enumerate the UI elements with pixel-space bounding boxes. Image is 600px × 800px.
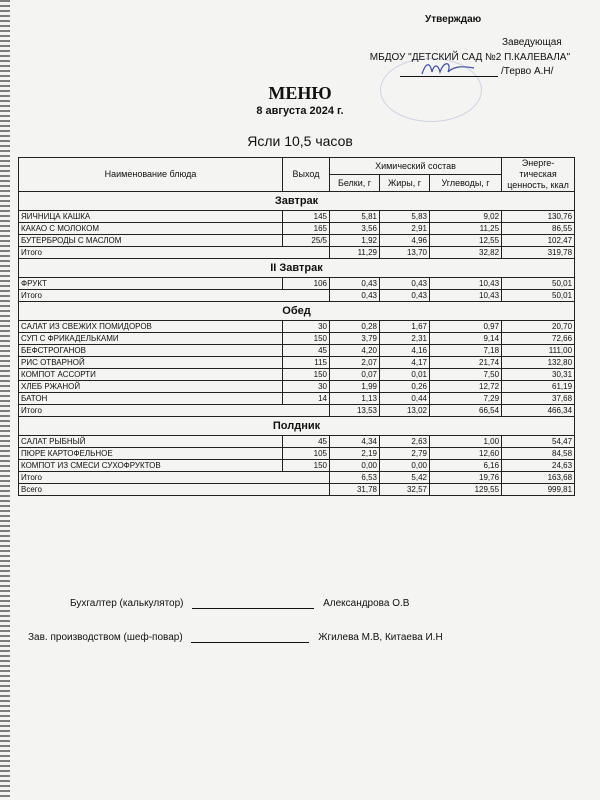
- dish-name: КОМПОТ ИЗ СМЕСИ СУХОФРУКТОВ: [19, 460, 283, 472]
- dish-name: КОМПОТ АССОРТИ: [19, 369, 283, 381]
- dish-carbs: 0,97: [430, 321, 502, 333]
- section-header: [19, 259, 575, 278]
- table-row: [19, 460, 575, 472]
- section-total-row: [19, 472, 575, 484]
- total-carbs: 19,76: [430, 472, 502, 484]
- head-title: Заведующая: [502, 37, 562, 48]
- dish-carbs: 12,72: [430, 381, 502, 393]
- col-output: Выход: [283, 158, 330, 192]
- dish-carbs: 9,14: [430, 333, 502, 345]
- dish-name: БЕФСТРОГАНОВ: [19, 345, 283, 357]
- dish-energy: 84,58: [502, 448, 575, 460]
- menu-date: 8 августа 2024 г.: [256, 105, 344, 117]
- binder-holes: [0, 0, 10, 800]
- dish-output: 150: [283, 333, 330, 345]
- dish-carbs: 7,29: [430, 393, 502, 405]
- table-row: [19, 211, 575, 223]
- dish-protein: 3,56: [330, 223, 380, 235]
- dish-name: САЛАТ ИЗ СВЕЖИХ ПОМИДОРОВ: [19, 321, 283, 333]
- dish-fat: 4,16: [380, 345, 430, 357]
- total-energy: 319,78: [502, 247, 575, 259]
- total-fat: 5,42: [380, 472, 430, 484]
- dish-fat: 0,01: [380, 369, 430, 381]
- total-carbs: 66,54: [430, 405, 502, 417]
- total-protein: 6,53: [330, 472, 380, 484]
- total-fat: 13,02: [380, 405, 430, 417]
- dish-energy: 37,68: [502, 393, 575, 405]
- table-row: [19, 369, 575, 381]
- dish-energy: 54,47: [502, 436, 575, 448]
- dish-name: КАКАО С МОЛОКОМ: [19, 223, 283, 235]
- table-row: [19, 357, 575, 369]
- dish-fat: 0,44: [380, 393, 430, 405]
- dish-energy: 50,01: [502, 278, 575, 290]
- total-energy: 163,68: [502, 472, 575, 484]
- dish-name: ХЛЕБ РЖАНОЙ: [19, 381, 283, 393]
- signature-mark: [418, 58, 478, 80]
- dish-energy: 86,55: [502, 223, 575, 235]
- dish-energy: 102,47: [502, 235, 575, 247]
- dish-fat: 1,67: [380, 321, 430, 333]
- dish-name: ПЮРЕ КАРТОФЕЛЬНОЕ: [19, 448, 283, 460]
- accountant-line: [70, 598, 409, 609]
- page-title: МЕНЮ: [268, 83, 332, 103]
- accountant-name: Александрова О.В: [323, 598, 410, 609]
- section-header: [19, 302, 575, 321]
- dish-output: 105: [283, 448, 330, 460]
- dish-fat: 5,83: [380, 211, 430, 223]
- section-title: Обед: [19, 302, 575, 321]
- dish-fat: 2,31: [380, 333, 430, 345]
- dish-output: 30: [283, 321, 330, 333]
- col-energy: [502, 158, 575, 192]
- dish-name: СУП С ФРИКАДЕЛЬКАМИ: [19, 333, 283, 345]
- dish-protein: 2,07: [330, 357, 380, 369]
- total-protein: 13,53: [330, 405, 380, 417]
- total-label: Итого: [19, 290, 330, 302]
- dish-energy: 61,19: [502, 381, 575, 393]
- dish-carbs: 21,74: [430, 357, 502, 369]
- total-fat: 13,70: [380, 247, 430, 259]
- total-carbs: 10,43: [430, 290, 502, 302]
- total-energy: 50,01: [502, 290, 575, 302]
- dish-protein: 0,43: [330, 278, 380, 290]
- total-protein: 11,29: [330, 247, 380, 259]
- grand-total-protein: 31,78: [330, 484, 380, 496]
- chef-label: Зав. производством (шеф-повар): [28, 632, 183, 643]
- dish-protein: 1,13: [330, 393, 380, 405]
- dish-carbs: 12,60: [430, 448, 502, 460]
- dish-energy: 132,80: [502, 357, 575, 369]
- section-header: [19, 417, 575, 436]
- dish-name: БУТЕРБРОДЫ С МАСЛОМ: [19, 235, 283, 247]
- total-label: Итого: [19, 472, 330, 484]
- grand-total-fat: 32,57: [380, 484, 430, 496]
- dish-carbs: 10,43: [430, 278, 502, 290]
- dish-energy: 72,66: [502, 333, 575, 345]
- chef-name: Жгилева М.В, Китаева И.Н: [318, 632, 443, 643]
- section-total-row: [19, 405, 575, 417]
- dish-fat: 2,63: [380, 436, 430, 448]
- dish-output: 115: [283, 357, 330, 369]
- dish-name: БАТОН: [19, 393, 283, 405]
- dish-carbs: 7,18: [430, 345, 502, 357]
- total-protein: 0,43: [330, 290, 380, 302]
- table-row: [19, 448, 575, 460]
- col-fat: Жиры, г: [380, 175, 430, 192]
- table-row: [19, 223, 575, 235]
- total-energy: 466,34: [502, 405, 575, 417]
- dish-carbs: 1,00: [430, 436, 502, 448]
- menu-table: [18, 157, 575, 496]
- dish-output: 150: [283, 369, 330, 381]
- grand-total-carbs: 129,55: [430, 484, 502, 496]
- table-row: [19, 436, 575, 448]
- dish-energy: 20,70: [502, 321, 575, 333]
- section-total-row: [19, 290, 575, 302]
- dish-protein: 3,79: [330, 333, 380, 345]
- dish-fat: 2,91: [380, 223, 430, 235]
- col-dish: Наименование блюда: [19, 158, 283, 192]
- total-fat: 0,43: [380, 290, 430, 302]
- accountant-label: Бухгалтер (калькулятор): [70, 598, 184, 609]
- total-label: Итого: [19, 247, 330, 259]
- dish-output: 145: [283, 211, 330, 223]
- col-chem: Химический состав: [330, 158, 502, 175]
- dish-energy: 30,31: [502, 369, 575, 381]
- section-header: [19, 192, 575, 211]
- section-title: II Завтрак: [19, 259, 575, 278]
- table-row: [19, 235, 575, 247]
- table-row: [19, 381, 575, 393]
- table-row: [19, 333, 575, 345]
- dish-carbs: 11,25: [430, 223, 502, 235]
- dish-fat: 4,17: [380, 357, 430, 369]
- dish-name: РИС ОТВАРНОЙ: [19, 357, 283, 369]
- table-row: [19, 345, 575, 357]
- dish-name: ЯИЧНИЦА КАШКА: [19, 211, 283, 223]
- dish-fat: 0,26: [380, 381, 430, 393]
- dish-fat: 4,96: [380, 235, 430, 247]
- chef-line: [28, 632, 443, 643]
- dish-protein: 1,99: [330, 381, 380, 393]
- dish-output: 45: [283, 436, 330, 448]
- dish-carbs: 9,02: [430, 211, 502, 223]
- table-row: [19, 278, 575, 290]
- total-label: Итого: [19, 405, 330, 417]
- dish-name: ФРУКТ: [19, 278, 283, 290]
- total-carbs: 32,82: [430, 247, 502, 259]
- table-row: [19, 393, 575, 405]
- dish-output: 45: [283, 345, 330, 357]
- dish-protein: 0,28: [330, 321, 380, 333]
- grand-total-row: [19, 484, 575, 496]
- signer-name: /Терво А.Н/: [501, 66, 554, 77]
- section-title: Полдник: [19, 417, 575, 436]
- grand-total-label: Всего: [19, 484, 330, 496]
- col-energy-label: Энерге-тическая ценность, ккал: [507, 158, 569, 190]
- dish-protein: 5,81: [330, 211, 380, 223]
- dish-output: 30: [283, 381, 330, 393]
- dish-output: 14: [283, 393, 330, 405]
- dish-output: 150: [283, 460, 330, 472]
- dish-fat: 0,00: [380, 460, 430, 472]
- approve-label: Утверждаю: [425, 14, 482, 25]
- dish-protein: 0,00: [330, 460, 380, 472]
- col-protein: Белки, г: [330, 175, 380, 192]
- dish-protein: 4,20: [330, 345, 380, 357]
- dish-protein: 4,34: [330, 436, 380, 448]
- dish-output: 165: [283, 223, 330, 235]
- dish-protein: 2,19: [330, 448, 380, 460]
- dish-carbs: 6,16: [430, 460, 502, 472]
- grand-total-energy: 999,81: [502, 484, 575, 496]
- dish-fat: 0,43: [380, 278, 430, 290]
- group-name: Ясли 10,5 часов: [247, 133, 353, 149]
- dish-energy: 130,76: [502, 211, 575, 223]
- dish-protein: 0,07: [330, 369, 380, 381]
- dish-protein: 1,92: [330, 235, 380, 247]
- dish-energy: 24,63: [502, 460, 575, 472]
- dish-carbs: 7,50: [430, 369, 502, 381]
- dish-name: САЛАТ РЫБНЫЙ: [19, 436, 283, 448]
- dish-fat: 2,79: [380, 448, 430, 460]
- col-carbs: Углеводы, г: [430, 175, 502, 192]
- dish-output: 25/5: [283, 235, 330, 247]
- dish-energy: 111,00: [502, 345, 575, 357]
- dish-output: 106: [283, 278, 330, 290]
- section-title: Завтрак: [19, 192, 575, 211]
- organization-name: МБДОУ "ДЕТСКИЙ САД №2 П.КАЛЕВАЛА": [369, 52, 570, 63]
- table-row: [19, 321, 575, 333]
- section-total-row: [19, 247, 575, 259]
- dish-carbs: 12,55: [430, 235, 502, 247]
